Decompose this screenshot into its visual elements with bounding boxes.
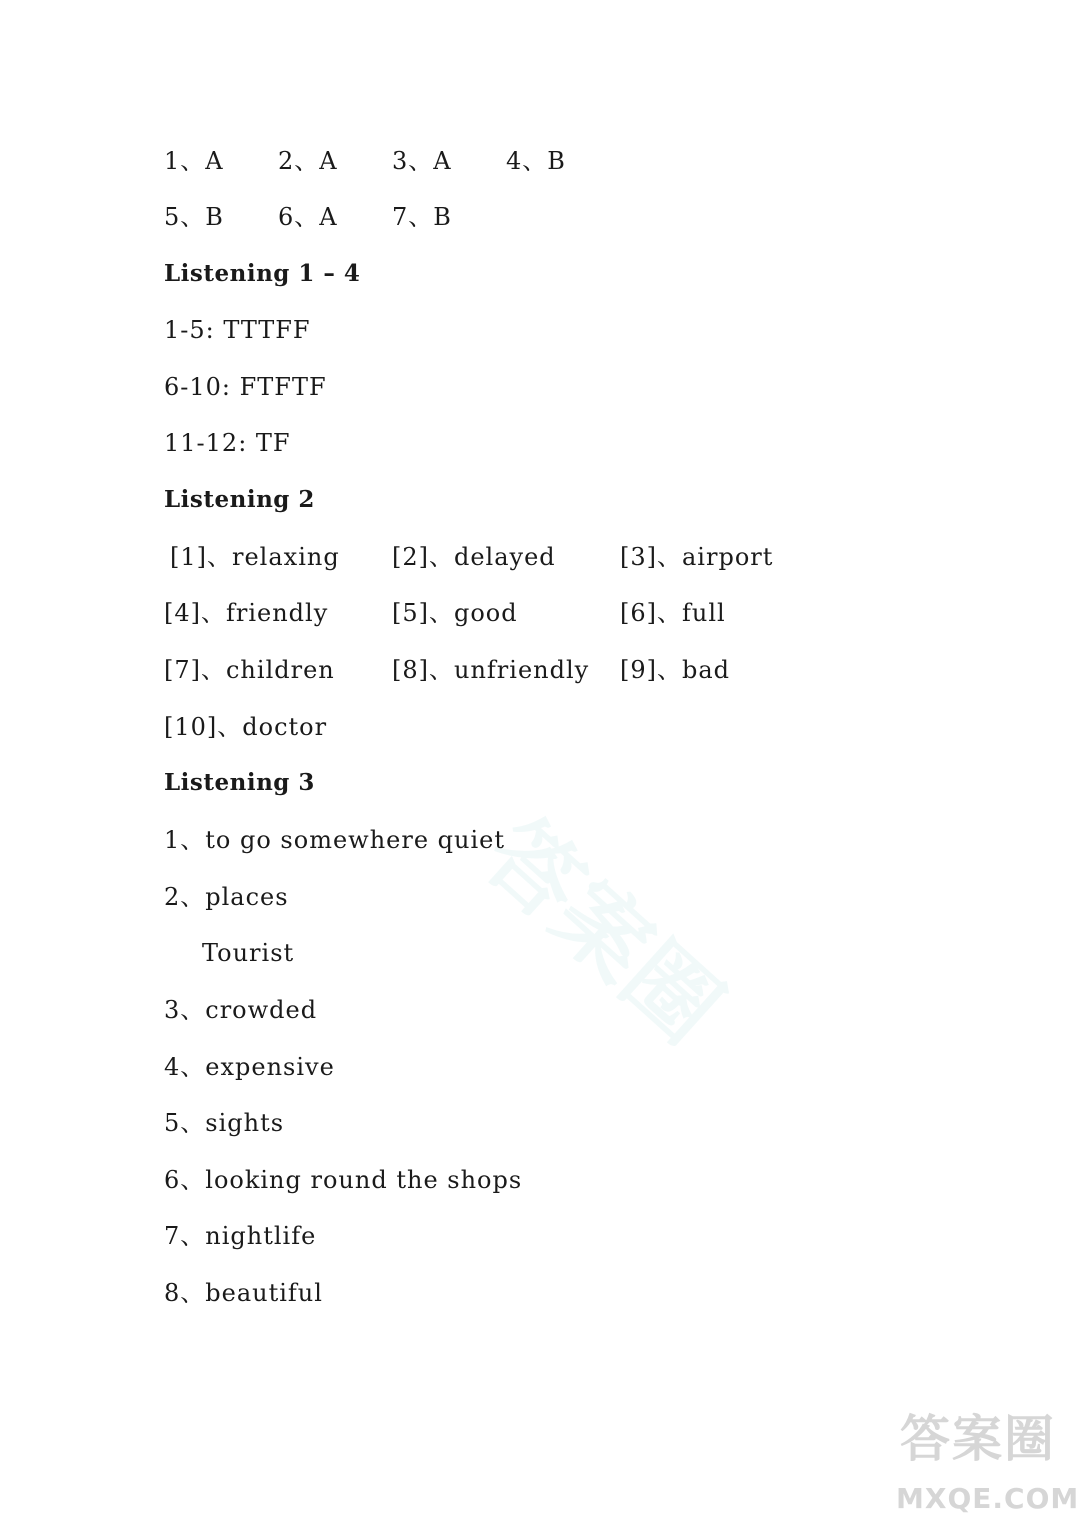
blank-answer: [10]、doctor [164,713,328,741]
site-logo [896,1405,1080,1515]
blank-answer: [7]、children [164,656,335,684]
blank-answer: [9]、bad [620,656,731,684]
list-item: 7、nightlife [164,1222,317,1250]
list-item: 5、sights [164,1109,285,1137]
mc-answer: 3、A [392,147,452,175]
mc-answer: 6、A [278,203,338,231]
list-item: 8、beautiful [164,1279,323,1307]
mc-answer: 2、A [278,147,338,175]
blank-answer: [2]、delayed [392,543,556,571]
blank-answer: [3]、airport [620,543,774,571]
blank-answer: [8]、unfriendly [392,656,590,684]
list-item: 1、to go somewhere quiet [164,826,506,854]
list-item: 4、expensive [164,1053,335,1081]
logo-glyphs: 答案圈 [900,1410,1056,1468]
watermark: 答案圈 [464,799,742,1064]
blank-answer: [1]、relaxing [170,543,340,571]
blank-answer: [6]、full [620,599,726,627]
section-heading-listening-3: Listening 3 [164,769,315,796]
answer-line: 1-5: TTTFF [164,316,311,344]
mc-answer: 5、B [164,203,224,231]
list-item: 2、places [164,883,289,911]
logo-url: MXQE.COM [896,1482,1080,1515]
list-item: 6、looking round the shops [164,1166,523,1194]
list-item: 3、crowded [164,996,318,1024]
answer-line: 6-10: FTFTF [164,373,327,401]
answer-line: 11-12: TF [164,429,291,457]
blank-answer: [4]、friendly [164,599,329,627]
mc-answer: 1、A [164,147,224,175]
mc-answer: 7、B [392,203,452,231]
section-heading-listening-2: Listening 2 [164,486,315,513]
mc-answer: 4、B [506,147,566,175]
list-item-sub: Tourist [202,939,295,967]
blank-answer: [5]、good [392,599,518,627]
section-heading-listening-1-4: Listening 1 – 4 [164,260,361,287]
